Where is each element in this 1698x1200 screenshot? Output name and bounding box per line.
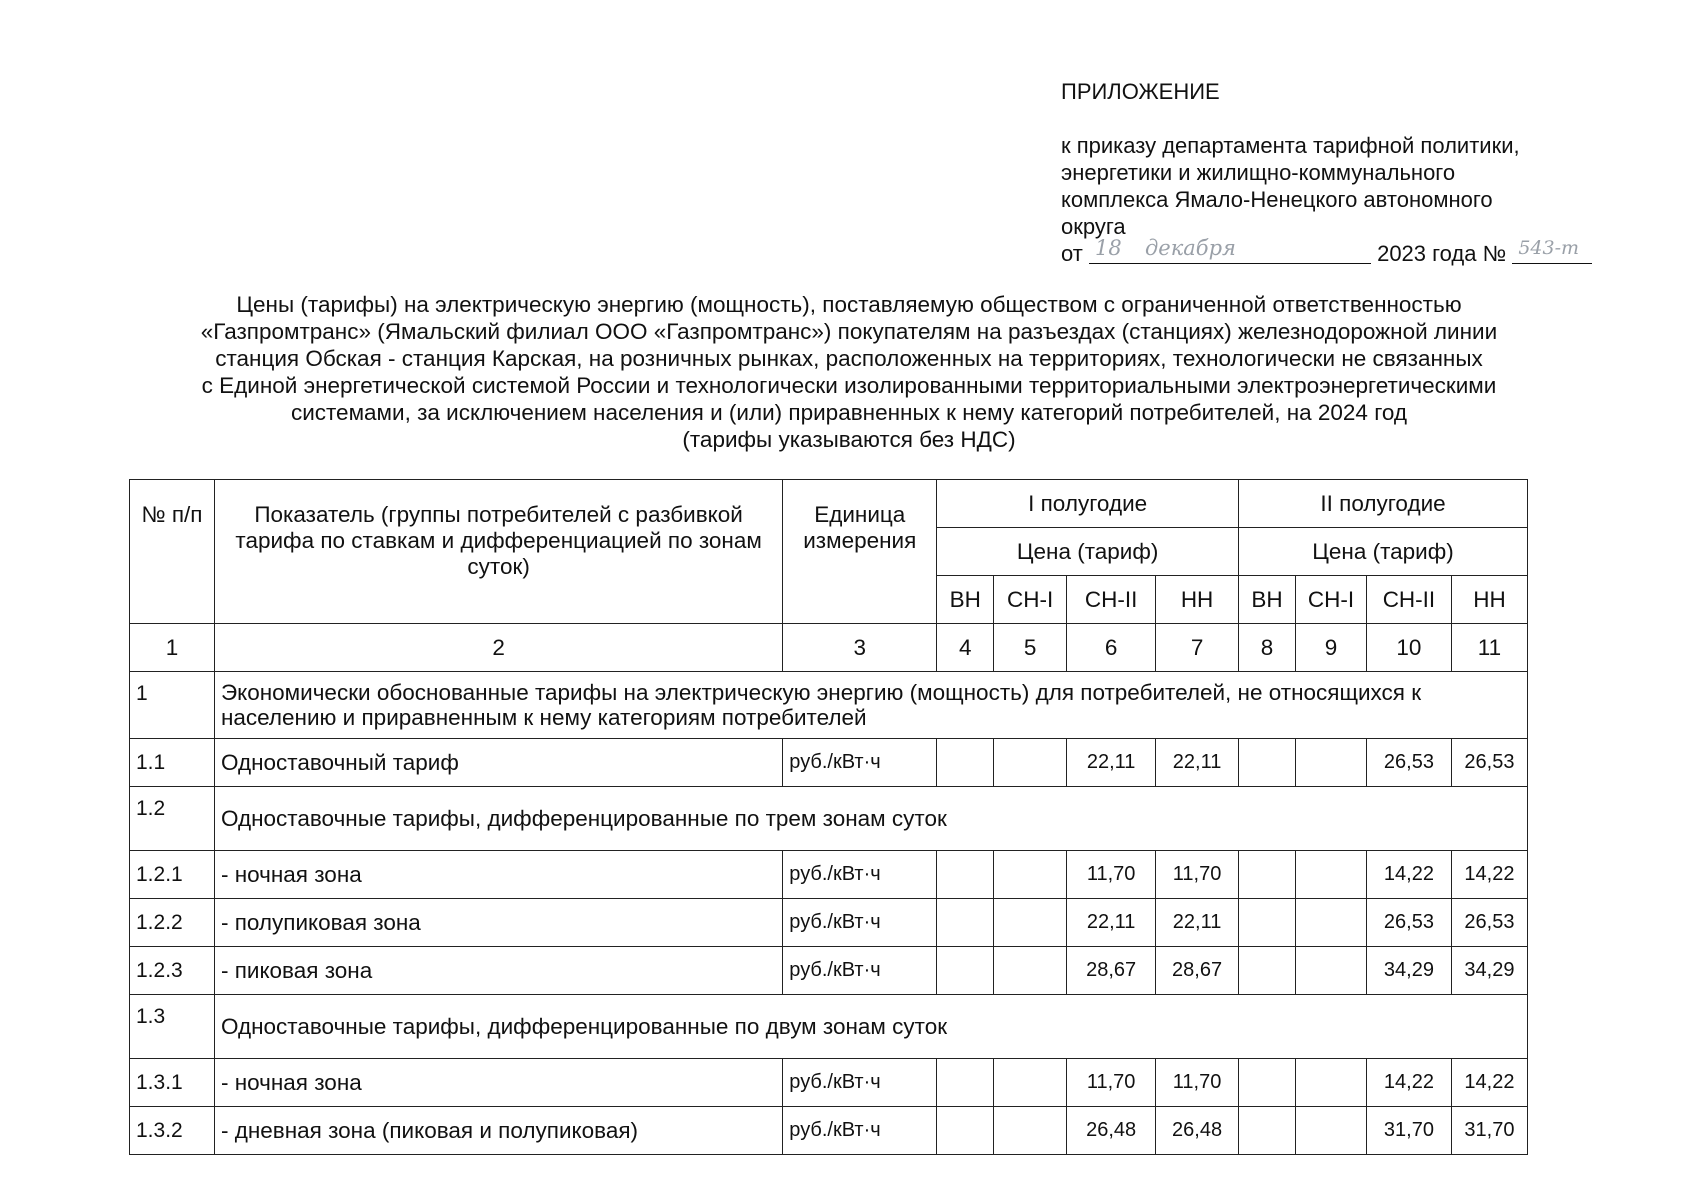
heading-line: Цены (тарифы) на электрическую энергию (мощность), поставляемую обществом с ограниченной ответственностью — [236, 292, 1462, 317]
col-number: 11 — [1451, 624, 1527, 672]
col-number: 1 — [130, 624, 215, 672]
order-date-line — [1061, 236, 1661, 267]
row-value — [1296, 1107, 1367, 1155]
row-code: 1.3 — [130, 995, 215, 1059]
row-value — [1296, 899, 1367, 947]
appendix-line: к приказу департамента тарифной политики, — [1061, 133, 1520, 158]
row-value: 22,11 — [1067, 899, 1156, 947]
col-number: 5 — [994, 624, 1067, 672]
row-value: 22,11 — [1156, 739, 1239, 787]
header-price-2: Цена (тариф) — [1239, 528, 1528, 576]
col-number: 6 — [1067, 624, 1156, 672]
row-name: - ночная зона — [214, 1059, 782, 1107]
row-value — [1296, 851, 1367, 899]
level-vn: ВН — [1239, 576, 1296, 624]
col-number: 4 — [937, 624, 994, 672]
row-value — [937, 1107, 994, 1155]
row-name: - ночная зона — [214, 851, 782, 899]
row-unit: руб./кВт·ч — [783, 947, 937, 995]
row-value — [1296, 1059, 1367, 1107]
level-sn2: СН-II — [1366, 576, 1451, 624]
row-value: 26,48 — [1067, 1107, 1156, 1155]
document-heading — [0, 291, 1698, 453]
table-row — [130, 947, 1528, 995]
header-half-2: II полугодие — [1239, 480, 1528, 528]
row-value — [1239, 1059, 1296, 1107]
col-number: 9 — [1296, 624, 1367, 672]
appendix-title: ПРИЛОЖЕНИЕ — [1061, 79, 1220, 104]
row-value — [994, 899, 1067, 947]
row-value — [994, 1059, 1067, 1107]
header-half-1: I полугодие — [937, 480, 1239, 528]
level-nn: НН — [1451, 576, 1527, 624]
row-value: 34,29 — [1366, 947, 1451, 995]
row-code: 1 — [130, 672, 215, 739]
heading-line: «Газпромтранс» (Ямальский филиал ООО «Газпромтранс») покупателям на разъездах (станциях) железнодорожной линии — [200, 319, 1498, 344]
row-value — [937, 1059, 994, 1107]
row-value: 11,70 — [1067, 851, 1156, 899]
row-value: 14,22 — [1451, 851, 1527, 899]
row-value: 26,53 — [1366, 739, 1451, 787]
row-value: 26,48 — [1156, 1107, 1239, 1155]
heading-line: системами, за исключением населения и (или) приравненных к нему категорий потребителей, на 2024 год — [290, 400, 1408, 425]
tariff-table — [129, 479, 1528, 1155]
table-row — [130, 1059, 1528, 1107]
row-value — [937, 947, 994, 995]
row-value: 14,22 — [1451, 1059, 1527, 1107]
row-value: 14,22 — [1366, 851, 1451, 899]
row-code: 1.3.1 — [130, 1059, 215, 1107]
row-value — [1239, 899, 1296, 947]
row-value: 34,29 — [1451, 947, 1527, 995]
header-num: № п/п — [130, 480, 215, 624]
table-row — [130, 672, 1528, 739]
row-value: 22,11 — [1156, 899, 1239, 947]
row-code: 1.2.2 — [130, 899, 215, 947]
row-name: Экономически обоснованные тарифы на электрическую энергию (мощность) для потребителей, не относящихся к населению и приравненным к нему категориям потребителей — [214, 672, 1527, 739]
row-value: 11,70 — [1156, 851, 1239, 899]
row-value — [994, 1107, 1067, 1155]
row-code: 1.2.1 — [130, 851, 215, 899]
row-value: 26,53 — [1451, 899, 1527, 947]
date-underline — [1089, 236, 1371, 264]
row-value — [1239, 851, 1296, 899]
handwritten-day: 18 — [1094, 236, 1122, 260]
row-value: 14,22 — [1366, 1059, 1451, 1107]
table-row — [130, 851, 1528, 899]
number-underline — [1512, 237, 1592, 264]
col-number: 2 — [214, 624, 782, 672]
table-body — [130, 672, 1528, 1155]
row-name: Одноставочные тарифы, дифференцированные по трем зонам суток — [214, 787, 1527, 851]
appendix-block — [1061, 78, 1661, 267]
table-row — [130, 739, 1528, 787]
level-sn2: СН-II — [1067, 576, 1156, 624]
row-code: 1.2.3 — [130, 947, 215, 995]
row-name: - пиковая зона — [214, 947, 782, 995]
col-number: 3 — [783, 624, 937, 672]
row-value: 28,67 — [1156, 947, 1239, 995]
appendix-line: комплекса Ямало-Ненецкого автономного — [1061, 187, 1493, 212]
row-value — [994, 947, 1067, 995]
row-value — [994, 851, 1067, 899]
row-value — [1296, 947, 1367, 995]
row-value — [1239, 1107, 1296, 1155]
from-prefix: от — [1061, 241, 1083, 266]
row-value — [994, 739, 1067, 787]
header-price-1: Цена (тариф) — [937, 528, 1239, 576]
heading-line: станция Обская - станция Карская, на розничных рынках, расположенных на территориях, технологически не связанных — [215, 346, 1483, 371]
header-unit: Единица измерения — [783, 480, 937, 624]
row-value: 11,70 — [1156, 1059, 1239, 1107]
table-row — [130, 899, 1528, 947]
level-nn: НН — [1156, 576, 1239, 624]
row-value — [1239, 739, 1296, 787]
col-number: 8 — [1239, 624, 1296, 672]
row-code: 1.2 — [130, 787, 215, 851]
col-number: 10 — [1366, 624, 1451, 672]
row-value: 31,70 — [1366, 1107, 1451, 1155]
row-value: 22,11 — [1067, 739, 1156, 787]
row-value: 28,67 — [1067, 947, 1156, 995]
row-value — [937, 851, 994, 899]
row-name: - дневная зона (пиковая и полупиковая) — [214, 1107, 782, 1155]
handwritten-number: 543-т — [1518, 237, 1580, 259]
row-value — [1296, 739, 1367, 787]
row-value: 26,53 — [1366, 899, 1451, 947]
level-sn1: СН-I — [994, 576, 1067, 624]
row-code: 1.1 — [130, 739, 215, 787]
row-code: 1.3.2 — [130, 1107, 215, 1155]
row-value — [937, 899, 994, 947]
row-unit: руб./кВт·ч — [783, 739, 937, 787]
row-value — [937, 739, 994, 787]
table-row — [130, 995, 1528, 1059]
row-name: Одноставочный тариф — [214, 739, 782, 787]
row-unit: руб./кВт·ч — [783, 851, 937, 899]
appendix-line: энергетики и жилищно-коммунального — [1061, 160, 1456, 185]
row-value: 11,70 — [1067, 1059, 1156, 1107]
heading-line: (тарифы указываются без НДС) — [682, 427, 1016, 452]
handwritten-month: декабря — [1144, 236, 1236, 260]
row-value: 31,70 — [1451, 1107, 1527, 1155]
table-row — [130, 787, 1528, 851]
heading-line: с Единой энергетической системой России и технологически изолированными территориальными электроэнергетическими — [201, 373, 1497, 398]
appendix-line: округа — [1061, 214, 1126, 239]
row-value: 26,53 — [1451, 739, 1527, 787]
row-name: - полупиковая зона — [214, 899, 782, 947]
row-unit: руб./кВт·ч — [783, 899, 937, 947]
year-text: 2023 года № — [1377, 241, 1507, 266]
col-number: 7 — [1156, 624, 1239, 672]
level-vn: ВН — [937, 576, 994, 624]
row-value — [1239, 947, 1296, 995]
row-name: Одноставочные тарифы, дифференцированные по двум зонам суток — [214, 995, 1527, 1059]
header-indicator: Показатель (группы потребителей с разбивкой тарифа по ставкам и дифференциацией по зонам суток) — [214, 480, 782, 624]
level-sn1: СН-I — [1296, 576, 1367, 624]
row-unit: руб./кВт·ч — [783, 1107, 937, 1155]
table-row — [130, 1107, 1528, 1155]
row-unit: руб./кВт·ч — [783, 1059, 937, 1107]
